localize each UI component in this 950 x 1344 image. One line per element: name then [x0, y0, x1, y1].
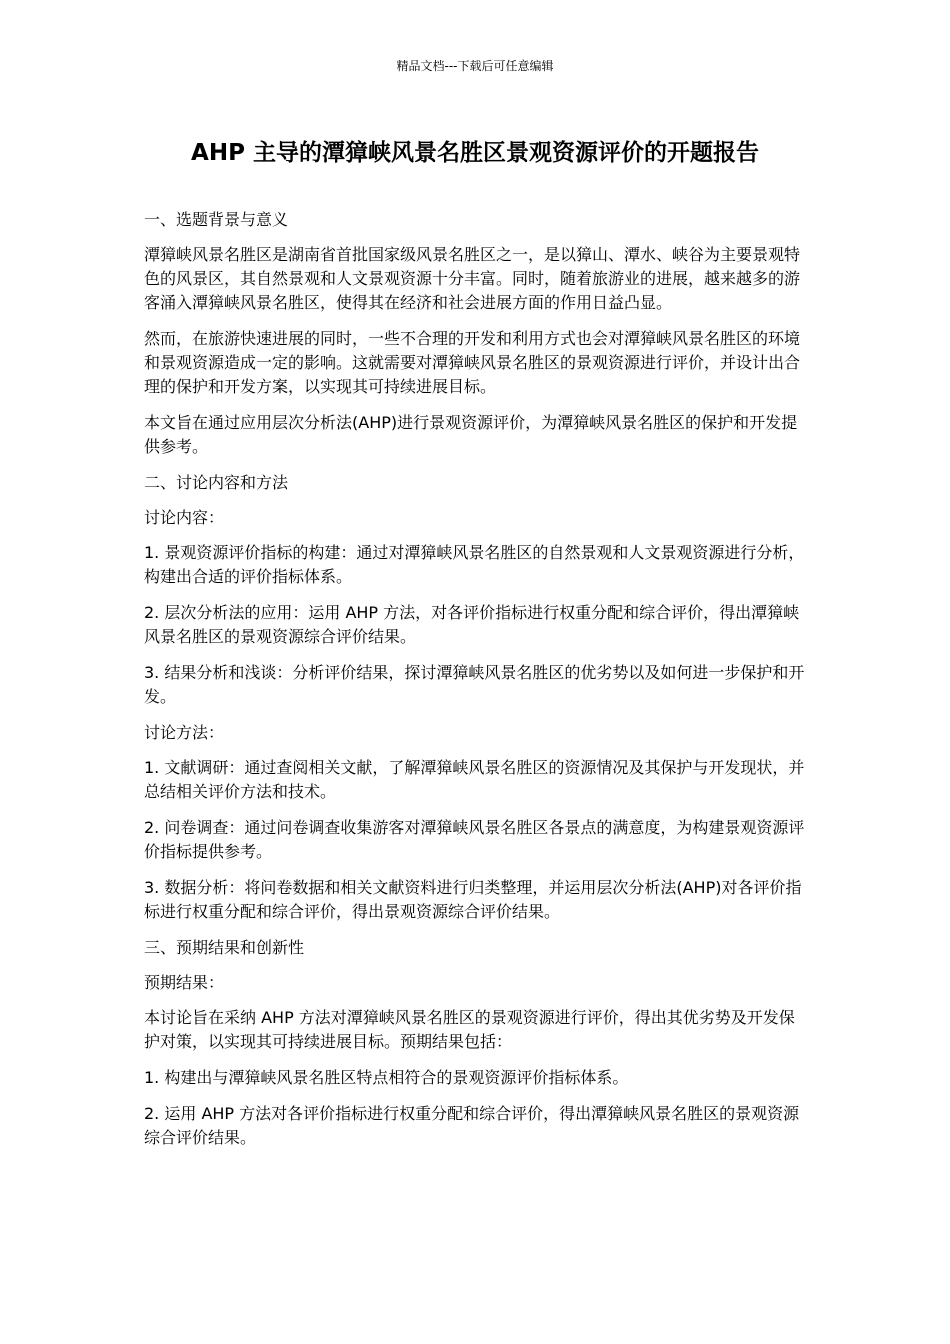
paragraph-background-3: 本文旨在通过应用层次分析法(AHP)进行景观资源评价，为潭獐峡风景名胜区的保护和开发提供参考。 [144, 413, 798, 456]
paragraph-background-2: 然而，在旅游快速进展的同时，一些不合理的开发和利用方式也会对潭獐峡风景名胜区的环境和景观资源造成一定的影响。这就需要对潭獐峡风景名胜区的景观资源进行评价，并设计出合理的保护和开发方案，以实现其可持续进展目标。 [144, 329, 801, 396]
list-item-expected-2: 2. 运用 AHP 方法对各评价指标进行权重分配和综合评价，得出潭獐峡风景名胜区的景观资源综合评价结果。 [144, 1104, 800, 1147]
list-item-content-1: 1. 景观资源评价指标的构建：通过对潭獐峡风景名胜区的自然景观和人文景观资源进行分析，构建出合适的评价指标体系。 [144, 543, 805, 586]
paragraph-expected-intro: 本讨论旨在采纳 AHP 方法对潭獐峡风景名胜区的景观资源进行评价，得出其优劣势及开发保护对策，以实现其可持续进展目标。预期结果包括： [144, 1008, 795, 1051]
list-item-method-2: 2. 问卷调查：通过问卷调查收集游客对潭獐峡风景名胜区各景点的满意度，为构建景观资源评价指标提供参考。 [144, 818, 805, 861]
section-heading-content-method: 二、讨论内容和方法 [144, 473, 289, 492]
section-heading-expected: 三、预期结果和创新性 [144, 938, 305, 957]
list-item-expected-1: 1. 构建出与潭獐峡风景名胜区特点相符合的景观资源评价指标体系。 [144, 1068, 629, 1087]
list-item-method-3: 3. 数据分析：将问卷数据和相关文献资料进行归类整理，并运用层次分析法(AHP)对各评价指标进行权重分配和综合评价，得出景观资源综合评价结果。 [144, 878, 802, 921]
label-content: 讨论内容： [144, 508, 225, 527]
list-item-method-1: 1. 文献调研：通过查阅相关文献，了解潭獐峡风景名胜区的资源情况及其保护与开发现状，并总结相关评价方法和技术。 [144, 758, 805, 801]
label-expected: 预期结果： [144, 973, 225, 992]
section-heading-background: 一、选题背景与意义 [144, 210, 289, 229]
list-item-content-3: 3. 结果分析和浅谈：分析评价结果，探讨潭獐峡风景名胜区的优劣势以及如何进一步保护和开发。 [144, 663, 805, 706]
header-note: 精品文档---下载后可任意编辑 [396, 59, 554, 73]
document-body [144, 208, 808, 1162]
list-item-content-2: 2. 层次分析法的应用：运用 AHP 方法，对各评价指标进行权重分配和综合评价，得出潭獐峡风景名胜区的景观资源综合评价结果。 [144, 603, 800, 646]
document-title: AHP 主导的潭獐峡风景名胜区景观资源评价的开题报告 [191, 140, 759, 166]
label-method: 讨论方法： [144, 723, 225, 742]
paragraph-background-1: 潭獐峡风景名胜区是湖南省首批国家级风景名胜区之一，是以獐山、潭水、峡谷为主要景观特色的风景区，其自然景观和人文景观资源十分丰富。同时，随着旅游业的进展，越来越多的游客涌入潭獐峡风景名胜区，使得其在经济和社会进展方面的作用日益凸显。 [144, 245, 801, 312]
